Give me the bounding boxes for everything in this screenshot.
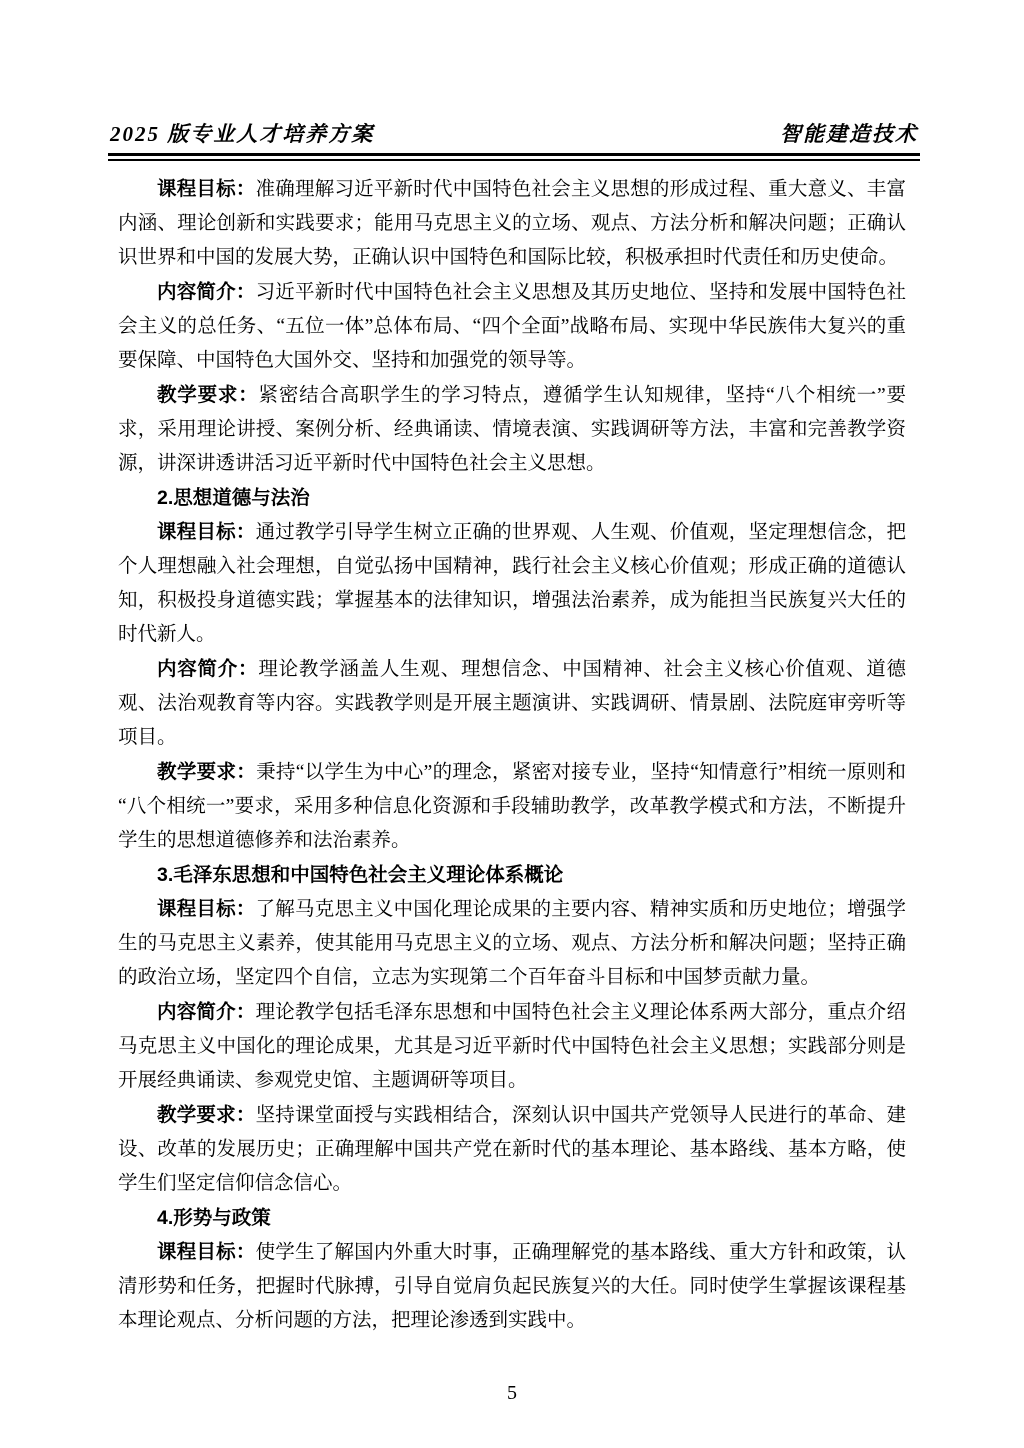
- paragraph-teaching-requirement: [118, 378, 906, 481]
- header-title-right: 智能建造技术: [780, 122, 918, 146]
- paragraph-label: 课程目标：: [157, 178, 256, 200]
- paragraph-content-summary: [118, 275, 906, 378]
- paragraph-text: 通过教学引导学生树立正确的世界观、人生观、价值观，坚定理想信念，把个人理想融入社会理想，自觉弘扬中国精神，践行社会主义核心价值观；形成正确的道德认知，积极投身道德实践；掌握基本的法律知识，增强法治素养，成为能担当民族复兴大任的时代新人。: [118, 522, 906, 645]
- paragraph-content-summary: [118, 652, 906, 755]
- paragraph-label: 课程目标：: [157, 898, 256, 920]
- paragraph-label: 内容简介：: [157, 281, 256, 303]
- page-number: 5: [507, 1382, 517, 1404]
- paragraph-course-goal: [118, 892, 906, 995]
- paragraph-text: 坚持课堂面授与实践相结合，深刻认识中国共产党领导人民进行的革命、建设、改革的发展历史；正确理解中国共产党在新时代的基本理论、基本路线、基本方略，使学生们坚定信仰信念信心。: [118, 1105, 906, 1194]
- paragraph-text: 秉持“以学生为中心”的理念，紧密对接专业，坚持“知情意行”相统一原则和“八个相统一”要求，采用多种信息化资源和手段辅助教学，改革教学模式和方法，不断提升学生的思想道德修养和法治素养。: [118, 762, 906, 851]
- section-heading-situation-policy: 4.形势与政策: [157, 1207, 271, 1229]
- header-double-rule: [108, 153, 920, 161]
- header-row: [108, 118, 920, 153]
- paragraph-text: 了解马克思主义中国化理论成果的主要内容、精神实质和历史地位；增强学生的马克思主义素养，使其能用马克思主义的立场、观点、方法分析和解决问题；坚持正确的政治立场，坚定四个自信，立志为实现第二个百年奋斗目标和中国梦贡献力量。: [118, 899, 906, 988]
- page-header: [108, 118, 920, 161]
- paragraph-label: 内容简介：: [157, 658, 259, 680]
- paragraph-course-goal: [118, 1235, 906, 1338]
- section-heading-mao-theory: 3.毛泽东思想和中国特色社会主义理论体系概论: [157, 864, 564, 886]
- paragraph-text: 准确理解习近平新时代中国特色社会主义思想的形成过程、重大意义、丰富内涵、理论创新和实践要求；能用马克思主义的立场、观点、方法分析和解决问题；正确认识世界和中国的发展大势，正确认识中国特色和国际比较，积极承担时代责任和历史使命。: [118, 179, 906, 268]
- paragraph-text: 紧密结合高职学生的学习特点，遵循学生认知规律，坚持“八个相统一”要求，采用理论讲授、案例分析、经典诵读、情境表演、实践调研等方法，丰富和完善教学资源，讲深讲透讲活习近平新时代中国特色社会主义思想。: [118, 385, 906, 474]
- paragraph-text: 使学生了解国内外重大时事，正确理解党的基本路线、重大方针和政策，认清形势和任务，把握时代脉搏，引导自觉肩负起民族复兴的大任。同时使学生掌握该课程基本理论观点、分析问题的方法，把理论渗透到实践中。: [118, 1242, 906, 1331]
- paragraph-label: 内容简介：: [157, 1001, 256, 1023]
- paragraph-teaching-requirement: [118, 755, 906, 858]
- paragraph-course-goal: [118, 515, 906, 652]
- paragraph-teaching-requirement: [118, 1098, 906, 1201]
- paragraph-course-goal: [118, 172, 906, 275]
- paragraph-label: 教学要求：: [157, 761, 257, 783]
- header-title-left: 2025 版专业人才培养方案: [110, 122, 375, 146]
- paragraph-text: 习近平新时代中国特色社会主义思想及其历史地位、坚持和发展中国特色社会主义的总任务、“五位一体”总体布局、“四个全面”战略布局、实现中华民族伟大复兴的重要保障、中国特色大国外交、坚持和加强党的领导等。: [118, 282, 906, 371]
- paragraph-label: 教学要求：: [157, 1104, 256, 1126]
- paragraph-label: 教学要求：: [157, 384, 259, 406]
- paragraph-label: 课程目标：: [157, 1241, 256, 1263]
- paragraph-text: 理论教学包括毛泽东思想和中国特色社会主义理论体系两大部分，重点介绍马克思主义中国化的理论成果，尤其是习近平新时代中国特色社会主义思想；实践部分则是开展经典诵读、参观党史馆、主题调研等项目。: [118, 1002, 906, 1091]
- section-heading-ideology-law: 2.思想道德与法治: [157, 487, 310, 509]
- paragraph-label: 课程目标：: [157, 521, 256, 543]
- paragraph-content-summary: [118, 995, 906, 1098]
- document-body: [118, 172, 906, 1338]
- paragraph-text: 理论教学涵盖人生观、理想信念、中国精神、社会主义核心价值观、道德观、法治观教育等内容。实践教学则是开展主题演讲、实践调研、情景剧、法院庭审旁听等项目。: [118, 659, 906, 748]
